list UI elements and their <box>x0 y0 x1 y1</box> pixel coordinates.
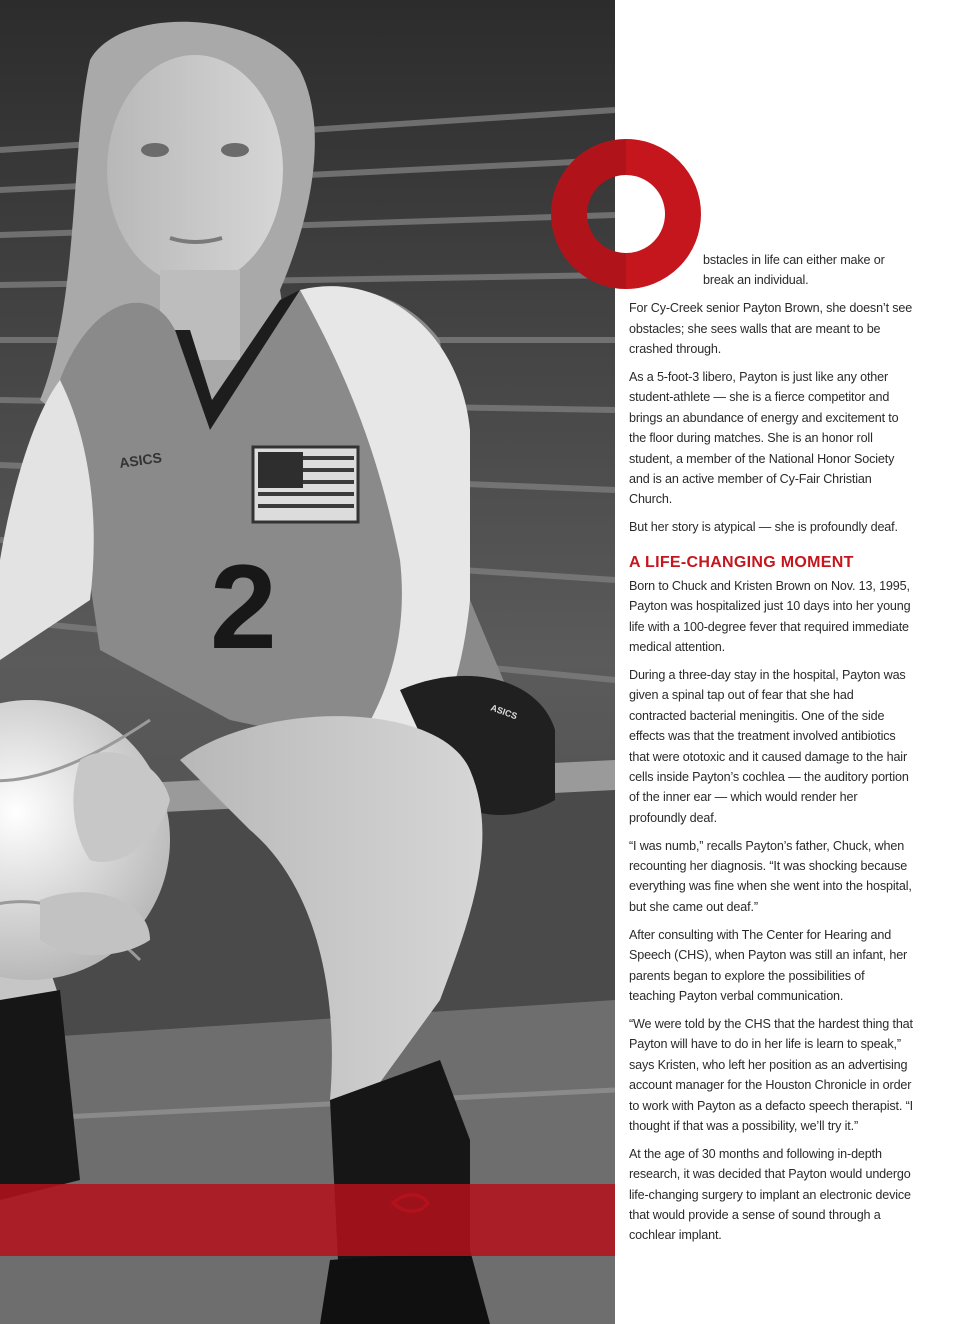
article-body <box>629 250 914 1253</box>
main-paragraph-1: Born to Chuck and Kristen Brown on Nov. 13, 1995, Payton was hospitalized just 10 days into her young life with a 100-degree fever that required immediate medical attention. <box>629 578 911 654</box>
red-accent-stripe <box>0 1184 615 1256</box>
main-paragraph-3: “I was numb,” recalls Payton’s father, Chuck, when recounting her diagnosis. “It was shocking because everything was fine when she went into the hospital, but she came out deaf.” <box>629 838 912 914</box>
main-paragraph-5: “We were told by the CHS that the hardest thing that Payton will have to do in her life is learn to speak,” says Kristen, who left her position as an advertising account manager for the Houston Chronicle in order to work with Payton as a defacto speech therapist. “I thought if that was a possibility, we’ll try it.” <box>629 1016 913 1133</box>
main-paragraph-6: At the age of 30 months and following in-depth research, it was decided that Payton would undergo life-changing surgery to implant an electronic device that would provide a sense of sound through a cochlear implant. <box>629 1146 911 1243</box>
section-heading: A LIFE-CHANGING MOMENT <box>629 553 854 571</box>
intro-paragraph-3: As a 5-foot-3 libero, Payton is just like any other student-athlete — she is a fierce competitor and brings an abundance of energy and excitement to the floor during matches. She is an honor roll student, a member of the National Honor Society and is an active member of Cy-Fair Christian Church. <box>629 370 899 507</box>
shorts-brand: ASICS <box>489 702 519 722</box>
main-paragraph-4: After consulting with The Center for Hearing and Speech (CHS), when Payton was still an infant, her parents began to explore the possibilities of teaching Payton verbal communication. <box>629 927 908 1003</box>
intro-paragraph-2: For Cy-Creek senior Payton Brown, she doesn’t see obstacles; she sees walls that are meant to be crashed through. <box>629 301 913 357</box>
jersey-number: 2 <box>210 540 277 674</box>
jersey-brand: ASICS <box>118 449 163 471</box>
intro-paragraph-4: But her story is atypical — she is profoundly deaf. <box>629 520 898 535</box>
intro-paragraph-1: bstacles in life can either make or break an individual. <box>703 253 885 288</box>
main-paragraph-2: During a three-day stay in the hospital, Payton was given a spinal tap out of fear that she had contracted bacterial meningitis. One of the side effects was that the treatment involved antibiotics that were ototoxic and it caused damage to the hair cells inside Payton’s cochlea — the auditory portion of the inner ear — which would render her profoundly deaf. <box>629 667 909 825</box>
